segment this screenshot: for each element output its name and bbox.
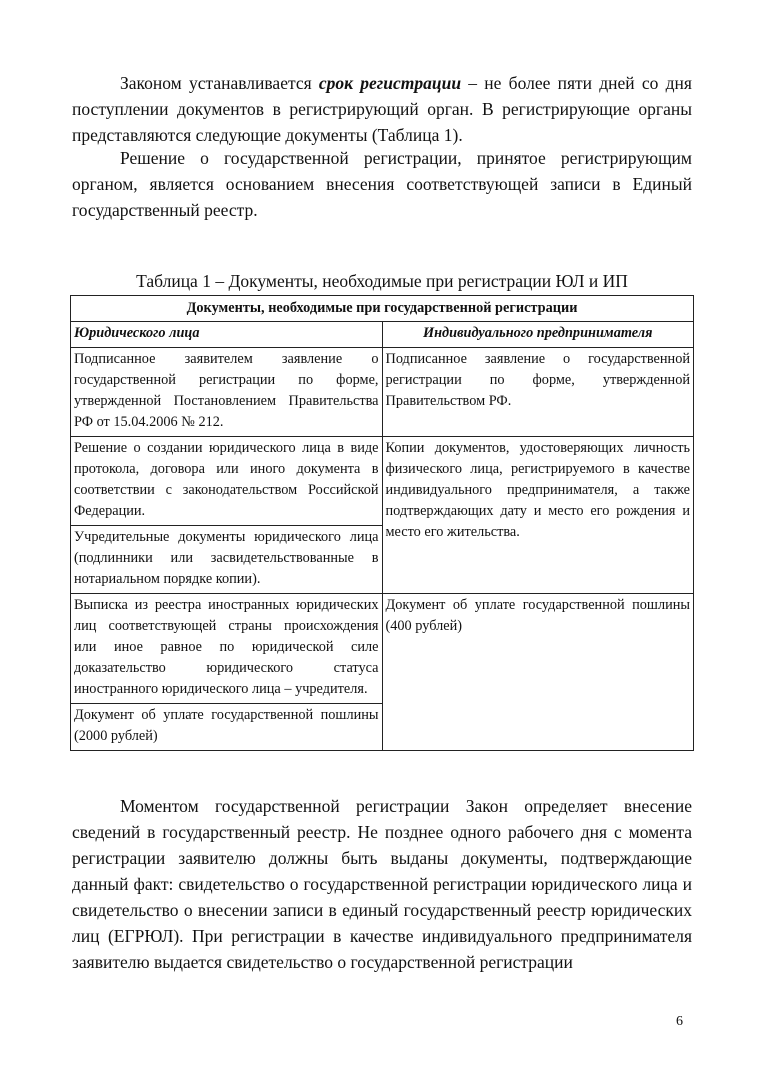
table-caption: Таблица 1 – Документы, необходимые при регистрации ЮЛ и ИП [136,271,628,291]
table-row [71,594,694,704]
table-header-row [71,296,694,322]
table-cell: Подписанное заявителем заявление о государственной регистрации по форме, утвержденной Постановлением Правительства РФ от 15.04.2006 № 212. [71,348,383,437]
column-header-entrepreneur: Индивидуального предпринимателя [382,322,694,348]
table-row [71,437,694,526]
table-subheader-row [71,322,694,348]
table-header: Документы, необходимые при государственной регистрации [71,296,694,322]
table-cell: Документ об уплате государственной пошлины (400 рублей) [382,594,694,751]
table-row [71,348,694,437]
table-cell: Подписанное заявление о государственной регистрации по форме, утвержденной Правительством РФ. [382,348,694,437]
page-number: 6 [676,1014,683,1029]
documents-table [70,295,694,751]
emphasis-term: срок регистрации [318,73,462,93]
paragraph-registration-term [72,70,692,148]
column-header-legal-entity: Юридического лица [71,322,383,348]
table-cell: Документ об уплате государственной пошлины (2000 рублей) [71,704,383,751]
paragraph-registration-moment: Моментом государственной регистрации Закон определяет внесение сведений в государственный реестр. Не позднее одного рабочего дня с момента регистрации заявителю должны быть выданы документы, подтверждающие данный факт: свидетельство о государственной регистрации юридического лица и свидетельство о внесении записи в единый государственный реестр юридических лиц (ЕГРЮЛ). При регистрации в качестве индивидуального предпринимателя заявителю выдается свидетельство о государственной регистрации [72,796,692,972]
table-cell: Учредительные документы юридического лица (подлинники или засвидетельствованные в нотариальном порядке копии). [71,526,383,594]
table-cell: Выписка из реестра иностранных юридических лиц соответствующей страны происхождения или иное равное по юридической силе доказательство юридического статуса иностранного юридического лица – учредителя. [71,594,383,704]
table-cell: Копии документов, удостоверяющих личность физического лица, регистрируемого в качестве индивидуального предпринимателя, а также подтверждающих дату и место его рождения и место его жительства. [382,437,694,594]
table-cell: Решение о создании юридического лица в виде протокола, договора или иного документа в соответствии с законодательством Российской Федерации. [71,437,383,526]
paragraph-decision: Решение о государственной регистрации, принятое регистрирующим органом, является основанием внесения соответствующей записи в Единый государственный реестр. [72,148,692,220]
paragraph-text: Законом устанавливается [120,73,319,93]
paragraph-text: – не более пяти дней со дня поступлении документов в регистрирующий орган. В регистрирующие органы представляются следующие документы (Таблица 1). [72,73,692,145]
